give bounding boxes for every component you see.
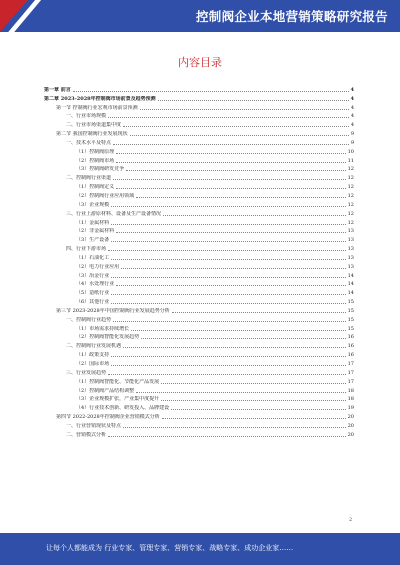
toc-entry[interactable] (44, 234, 354, 243)
toc-entry-page: 17 (347, 369, 354, 376)
toc-entry-page: 12 (347, 210, 354, 217)
toc-entry[interactable] (44, 146, 354, 155)
toc-entry[interactable] (44, 349, 354, 358)
toc-entry-page: 15 (347, 307, 354, 314)
toc-leader-dots (111, 294, 345, 295)
toc-leader-dots (116, 162, 345, 163)
toc-entry[interactable] (44, 385, 354, 394)
toc-entry[interactable] (44, 394, 354, 403)
toc-leader-dots (111, 259, 345, 260)
toc-entry-page: 9 (350, 131, 354, 138)
toc-entry-label: 二、行业市场渠道集中度 (66, 122, 122, 129)
toc-entry-page: 4 (350, 122, 354, 129)
toc-entry-label: 二、控制阀行业渠道 (66, 175, 112, 182)
toc-entry-page: 13 (347, 237, 354, 244)
toc-leader-dots (108, 117, 349, 118)
toc-entry-label: 一、行业市场规模 (66, 113, 107, 120)
toc-entry-label: 二、控制阀行业发展机遇 (66, 343, 122, 350)
toc-entry[interactable] (44, 420, 354, 429)
toc-leader-dots (116, 285, 345, 286)
toc-entry-page: 12 (347, 219, 354, 226)
toc-leader-dots (162, 418, 346, 419)
toc-entry-label: （3）冶金行业 (76, 272, 110, 279)
toc-entry-page: 19 (347, 405, 354, 412)
toc-entry-label: 一、行业营销现状及特点 (66, 422, 122, 429)
toc-heading: 内容目录 (178, 56, 222, 69)
toc-leader-dots (108, 250, 346, 251)
toc-entry-label: （2）非金属材料 (76, 228, 115, 235)
toc-leader-dots (161, 400, 345, 401)
toc-entry-page: 12 (347, 175, 354, 182)
toc-leader-dots (108, 436, 346, 437)
header-band (0, 0, 400, 32)
toc-entry-page: 18 (347, 396, 354, 403)
toc-entry-label: 三、行业发展趋势 (66, 369, 107, 376)
toc-leader-dots (161, 383, 345, 384)
toc-leader-dots (116, 188, 345, 189)
toc-leader-dots (136, 197, 345, 198)
toc-entry-label: 四、行业下游市场 (66, 246, 107, 253)
toc-entry[interactable] (44, 305, 354, 314)
toc-leader-dots (116, 153, 345, 154)
toc-entry[interactable] (44, 270, 354, 279)
toc-entry-label: 第一节 控制阀行业宏观市场前景预测 (56, 104, 138, 111)
toc-entry-label: 第二章 2023-2028年控制阀市场前景及趋势预测 (44, 95, 156, 102)
toc-entry-page: 10 (347, 148, 354, 155)
toc-leader-dots (171, 409, 345, 410)
toc-entry-label: （3）企业规模扩张，产业集中度提升 (76, 396, 160, 403)
toc-entry-page: 13 (347, 246, 354, 253)
toc-leader-dots (111, 224, 345, 225)
toc-entry-label: （2）控制阀产品结构调整 (76, 387, 135, 394)
toc-entry-page: 4 (350, 95, 354, 102)
toc-entry-page: 12 (347, 192, 354, 199)
toc-entry-page: 16 (347, 343, 354, 350)
toc-entry[interactable] (44, 358, 354, 367)
toc-entry[interactable] (44, 243, 354, 252)
toc-leader-dots (111, 303, 345, 304)
toc-leader-dots (123, 427, 346, 428)
toc-entry[interactable] (44, 119, 354, 128)
toc-entry-label: 一、控制阀行业趋势 (66, 316, 112, 323)
toc-leader-dots (136, 392, 345, 393)
toc-entry[interactable] (44, 102, 354, 111)
toc-entry-label: （5）造纸行业 (76, 290, 110, 297)
toc-entry-page: 18 (347, 387, 354, 394)
toc-entry-label: （3）控制阀研发竞争 (76, 166, 125, 173)
toc-entry-page: 14 (347, 290, 354, 297)
toc-entry-page: 20 (347, 414, 354, 421)
toc-entry[interactable] (44, 164, 354, 173)
toc-entry-label: （1）控制阀定义 (76, 184, 115, 191)
toc-entry-page: 20 (347, 431, 354, 438)
toc-leader-dots (111, 241, 345, 242)
toc-entry[interactable] (44, 93, 354, 102)
toc-entry-label: 第四节 2022-2028年控制阀企业营销模式分析 (56, 414, 160, 421)
toc-entry[interactable] (44, 181, 354, 190)
toc-leader-dots (130, 135, 349, 136)
toc-entry-page: 12 (347, 201, 354, 208)
toc-leader-dots (172, 312, 346, 313)
toc-entry[interactable] (44, 128, 354, 137)
page-number: 2 (349, 518, 352, 523)
toc-entry-label: （4）水处理行业 (76, 281, 115, 288)
toc-entry[interactable] (44, 172, 354, 181)
toc-entry[interactable] (44, 429, 354, 438)
toc-entry-page: 14 (347, 272, 354, 279)
toc-entry-label: （3）企业规模 (76, 201, 110, 208)
toc-entry-page: 11 (347, 157, 354, 164)
toc-entry-page: 20 (347, 422, 354, 429)
toc-entry-label: （3）生产设备 (76, 237, 110, 244)
toc-entry[interactable] (44, 332, 354, 341)
toc-entry[interactable] (44, 314, 354, 323)
toc-entry[interactable] (44, 323, 354, 332)
toc-entry[interactable] (44, 411, 354, 420)
toc-entry[interactable] (44, 252, 354, 261)
toc-leader-dots (113, 179, 346, 180)
toc-entry-label: 第二节 我国控制阀行业发展现状 (56, 131, 128, 138)
toc-entry-page: 9 (350, 139, 354, 146)
toc-entry[interactable] (44, 137, 354, 146)
toc-entry-label: （2）控制阀市场 (76, 157, 115, 164)
toc-entry-label: （1）控制阀智能化、节能化产品发展 (76, 378, 160, 385)
toc-entry-label: （1）金属材料 (76, 219, 110, 226)
toc-leader-dots (163, 215, 346, 216)
toc-entry[interactable] (44, 261, 354, 270)
toc-entry-page: 4 (350, 113, 354, 120)
toc-entry[interactable] (44, 155, 354, 164)
toc-entry-page: 15 (347, 316, 354, 323)
toc-entry[interactable] (44, 217, 354, 226)
toc-entry-label: 三、行业上游原材料、设备及生产设备情况 (66, 210, 162, 217)
toc-entry[interactable] (44, 190, 354, 199)
toc-entry[interactable] (44, 84, 354, 93)
toc-entry-page: 12 (347, 184, 354, 191)
toc-entry[interactable] (44, 287, 354, 296)
toc-entry-label: 第三节 2023-2028年中国控制阀行业发展趋势分析 (56, 307, 170, 314)
toc-leader-dots (111, 365, 345, 366)
toc-entry[interactable] (44, 208, 354, 217)
toc-entry[interactable] (44, 111, 354, 120)
toc-leader-dots (123, 126, 349, 127)
toc-leader-dots (113, 144, 349, 145)
toc-entry-label: 第一章 前言 (44, 86, 71, 93)
toc-entry-label: （1）控制阀原理 (76, 148, 115, 155)
toc-entry-label: 二、营销模式分析 (66, 431, 107, 438)
toc-entry-page: 4 (350, 86, 354, 93)
toc-leader-dots (111, 356, 345, 357)
toc-entry[interactable] (44, 402, 354, 411)
toc-entry-label: （2）国际市场 (76, 361, 110, 367)
report-title: 控制阀企业本地营销策略研究报告 (195, 9, 388, 24)
toc-entry-label: （2）控制阀行业应用领域 (76, 192, 135, 199)
toc-leader-dots (131, 330, 345, 331)
toc-leader-dots (113, 321, 346, 322)
toc-entry-label: （1）市场需求持续增长 (76, 325, 130, 332)
toc-leader-dots (158, 100, 349, 101)
toc-entry-label: （4）行业技术创新、研发投入、品牌建设 (76, 405, 170, 412)
toc-entry[interactable] (44, 296, 354, 305)
toc-entry[interactable] (44, 376, 354, 385)
toc-entry-page: 16 (347, 334, 354, 341)
toc-entry-page: 16 (347, 352, 354, 359)
toc-leader-dots (121, 268, 345, 269)
toc-leader-dots (140, 109, 349, 110)
toc-leader-dots (141, 338, 345, 339)
table-of-contents (44, 84, 354, 438)
toc-entry-page: 13 (347, 228, 354, 235)
toc-entry[interactable] (44, 199, 354, 208)
toc-entry[interactable] (44, 340, 354, 349)
toc-leader-dots (73, 91, 349, 92)
footer-band (0, 533, 400, 565)
toc-entry-label: （1）政策支持 (76, 352, 110, 359)
toc-entry-page: 12 (347, 166, 354, 173)
toc-entry-page: 17 (347, 361, 354, 367)
toc-entry-label: （1）石油化工 (76, 254, 110, 261)
toc-leader-dots (111, 277, 345, 278)
toc-entry-label: 一、技术水平及特点 (66, 139, 112, 146)
toc-leader-dots (126, 170, 345, 171)
toc-entry-label: （2）电力行业应用 (76, 263, 120, 270)
footer-slogan: 让每个人都能成为 行业专家、管理专家、营销专家、战略专家、成功企业家…… (46, 544, 294, 552)
toc-leader-dots (111, 206, 345, 207)
toc-entry-page: 14 (347, 281, 354, 288)
toc-entry-page: 4 (350, 104, 354, 111)
toc-leader-dots (108, 374, 346, 375)
toc-entry-page: 17 (347, 378, 354, 385)
toc-entry[interactable] (44, 367, 354, 376)
toc-entry-page: 13 (347, 263, 354, 270)
toc-leader-dots (116, 232, 345, 233)
toc-entry[interactable] (44, 226, 354, 235)
toc-entry[interactable] (44, 279, 354, 288)
toc-entry-label: （6）其他行业 (76, 299, 110, 306)
toc-leader-dots (123, 347, 346, 348)
toc-entry-page: 15 (347, 325, 354, 332)
toc-entry-page: 15 (347, 299, 354, 306)
toc-entry-page: 13 (347, 254, 354, 261)
toc-entry-label: （2）控制阀智能化发展趋势 (76, 334, 140, 341)
